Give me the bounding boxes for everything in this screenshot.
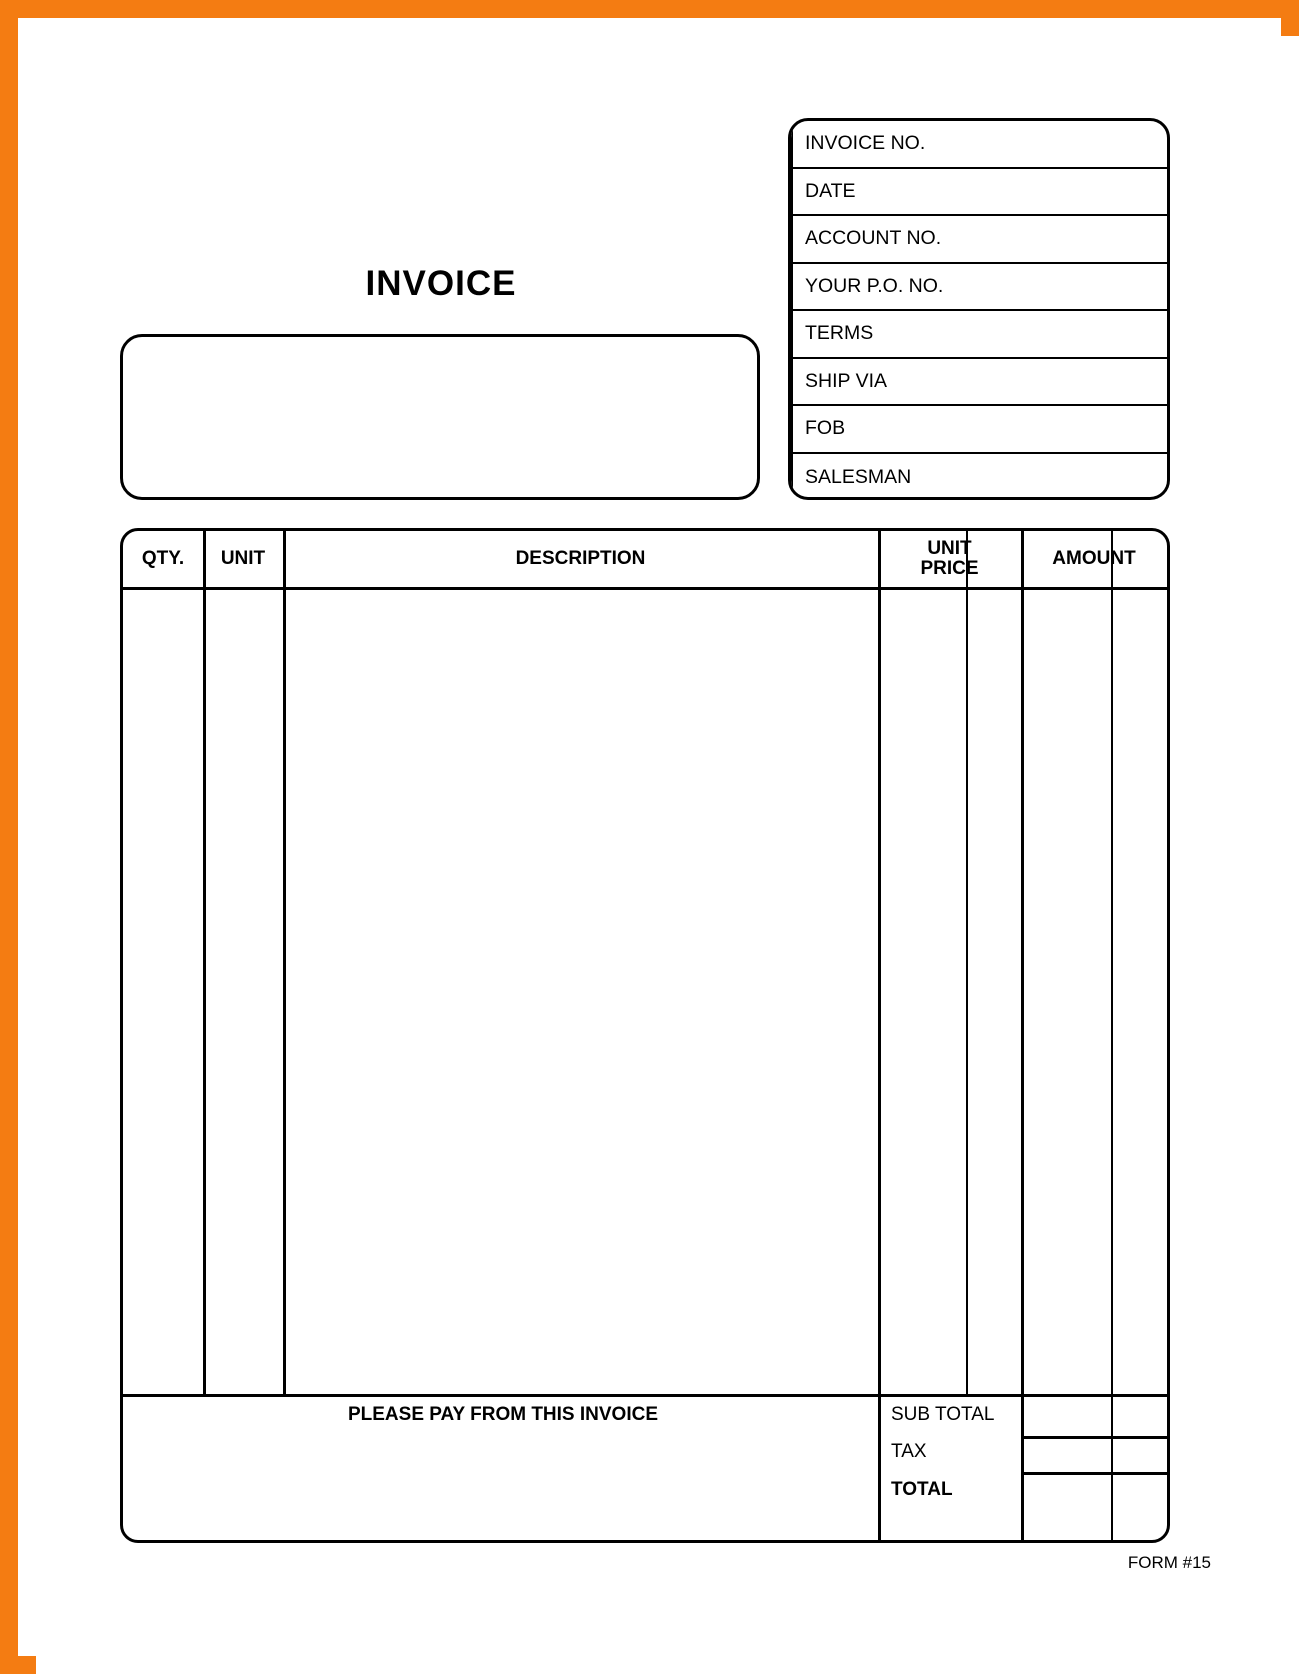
meta-label-ship-via: SHIP VIA — [805, 369, 888, 392]
rule-description-unitprice — [878, 531, 881, 1540]
meta-label-po-no: YOUR P.O. NO. — [805, 274, 944, 297]
meta-row-ship-via[interactable] — [791, 359, 1167, 407]
line-items-table — [120, 528, 1170, 1543]
total-label-tax: TAX — [891, 1441, 927, 1462]
meta-row-terms[interactable] — [791, 311, 1167, 359]
total-label-total: TOTAL — [891, 1479, 953, 1500]
col-header-description: DESCRIPTION — [515, 548, 646, 570]
form-number: FORM #15 — [1127, 1553, 1211, 1572]
rule-qty-unit — [203, 531, 206, 1394]
col-header-unit-price — [878, 531, 1021, 587]
rule-subtotal-amount — [1021, 1436, 1170, 1439]
rule-unitprice-amount — [1021, 531, 1024, 1540]
meta-row-fob[interactable] — [791, 406, 1167, 454]
meta-label-terms: TERMS — [805, 322, 874, 345]
meta-label-date: DATE — [805, 179, 856, 202]
table-header-rule — [123, 587, 1167, 590]
rule-unitprice-cents — [966, 531, 968, 1394]
col-header-amount: AMOUNT — [1052, 548, 1136, 570]
col-header-unit: UNIT — [220, 548, 266, 570]
rule-amount-cents — [1111, 531, 1113, 1540]
meta-label-invoice-no: INVOICE NO. — [805, 132, 926, 155]
table-body-bottom-rule — [123, 1394, 1167, 1397]
meta-label-salesman: SALESMAN — [805, 465, 912, 488]
meta-row-po-no[interactable] — [791, 264, 1167, 312]
meta-row-invoice-no[interactable] — [791, 121, 1167, 169]
col-header-qty: QTY. — [141, 548, 185, 570]
pay-from-invoice-note: PLEASE PAY FROM THIS INVOICE — [347, 1404, 659, 1425]
col-header-unit-price-line1: UNIT — [927, 538, 972, 560]
invoice-sheet — [36, 36, 1299, 1674]
meta-row-date[interactable] — [791, 169, 1167, 217]
meta-row-salesman[interactable] — [791, 454, 1167, 501]
meta-row-account-no[interactable] — [791, 216, 1167, 264]
col-header-unit-price-line2: PRICE — [920, 558, 979, 579]
total-label-sub-total: SUB TOTAL — [891, 1404, 995, 1425]
bill-to-box[interactable] — [120, 334, 760, 500]
meta-label-account-no: ACCOUNT NO. — [805, 227, 942, 250]
rule-tax-amount — [1021, 1472, 1170, 1475]
rule-unit-description — [283, 531, 286, 1394]
invoice-meta-box — [788, 118, 1170, 500]
page-title: INVOICE — [365, 264, 517, 303]
meta-label-fob: FOB — [805, 417, 846, 440]
